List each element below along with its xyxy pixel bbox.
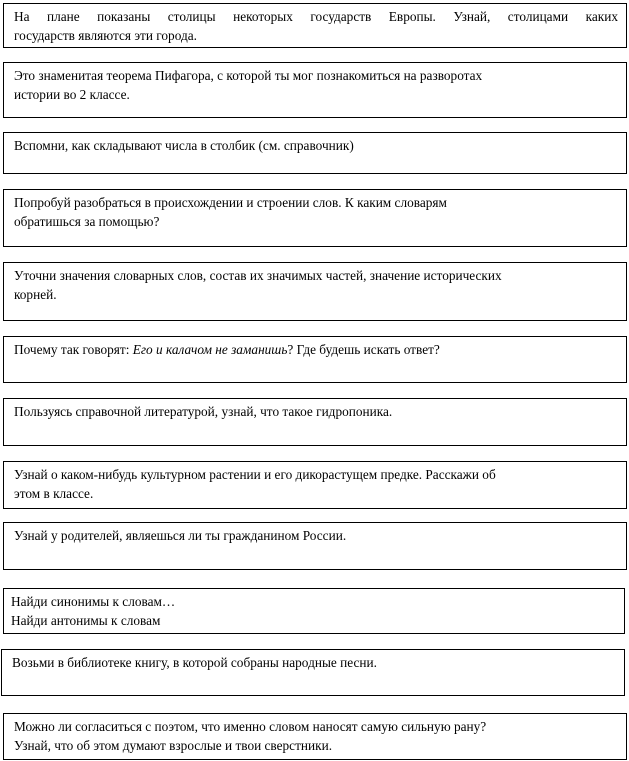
task-text-prefix: Почему так говорят: [14, 342, 133, 357]
task-card-word-origin [3, 189, 627, 247]
task-text-line: Возьми в библиотеке книгу, в которой собраны народные песни. [12, 655, 377, 670]
task-text-line: истории во 2 классе. [14, 87, 130, 102]
task-card-pythagoras [3, 62, 627, 118]
task-text-line: Пользуясь справочной литературой, узнай, что такое гидропоника. [14, 404, 393, 419]
task-card-hydroponics [3, 398, 627, 446]
task-text-line: Можно ли согласиться с поэтом, что именно словом наносят самую сильную рану? [14, 719, 487, 734]
task-card-european-capitals [3, 3, 627, 48]
task-text-line: Вспомни, как складывают числа в столбик (см. справочник) [14, 138, 354, 153]
task-text-line: обратишься за помощью? [14, 214, 160, 229]
task-text-line: Узнай о каком-нибудь культурном растении и его дикорастущем предке. Расскажи об [14, 467, 496, 482]
task-card-poet-word [3, 713, 627, 760]
task-text-line: Узнай, что об этом думают взрослые и твои сверстники. [14, 738, 333, 753]
task-text-line: Найди синонимы к словам… [11, 594, 176, 609]
saying-quote: Его и калачом не заманишь [132, 342, 288, 357]
task-card-column-addition [3, 132, 627, 174]
task-card-cultivated-plant [3, 461, 627, 509]
task-text-line: Узнай у родителей, являешься ли ты гражданином России. [14, 528, 347, 543]
task-text-line: этом в классе. [14, 486, 94, 501]
task-text-line: На плане показаны столицы некоторых государств Европы. Узнай, столицами каких [14, 9, 618, 24]
task-card-folk-songs [1, 649, 625, 696]
task-text-line: Это знаменитая теорема Пифагора, с которой ты мог познакомиться на разворотах [14, 68, 483, 83]
task-card-dictionary-words [3, 262, 627, 321]
task-text-line: Попробуй разобраться в происхождении и строении слов. К каким словарям [14, 195, 447, 210]
task-text-line: государств являются эти города. [14, 28, 197, 43]
task-card-citizenship [3, 522, 627, 570]
task-text-line [14, 340, 618, 359]
task-text-line: Найди антонимы к словам [11, 613, 161, 628]
task-text-line: корней. [14, 287, 57, 302]
task-text-line: Уточни значения словарных слов, состав их значимых частей, значение исторических [14, 268, 502, 283]
task-card-saying [3, 336, 627, 383]
task-card-synonyms-antonyms [3, 588, 625, 634]
task-text-suffix: ? Где будешь искать ответ? [287, 342, 440, 357]
